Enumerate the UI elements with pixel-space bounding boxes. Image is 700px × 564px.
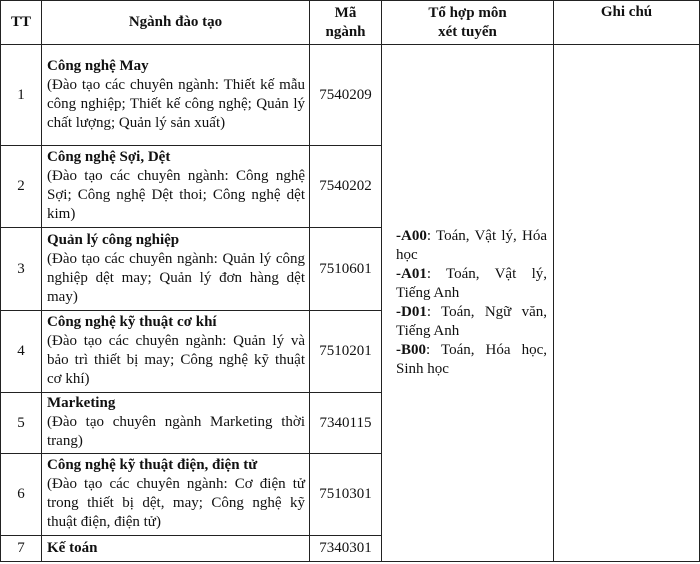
major-cell <box>42 45 310 146</box>
row-number: 4 <box>1 311 42 393</box>
major-name: Marketing <box>47 395 116 411</box>
row-number: 3 <box>1 228 42 311</box>
major-description: (Đào tạo các chuyên ngành: Công nghệ Sợi; Công nghệ Dệt thoi; Công nghệ dệt kim) <box>47 168 305 222</box>
header-tt: TT <box>1 1 42 45</box>
major-name: Công nghệ May <box>47 57 149 74</box>
major-description: (Đào tạo các chuyên ngành: Thiết kế mẫu công nghiệp; Thiết kế công nghệ; Quản lý chất lượng; Quản lý sản xuất) <box>47 76 305 131</box>
major-name: Công nghệ Sợi, Dệt <box>47 149 171 165</box>
major-code: 7510201 <box>310 311 382 393</box>
major-name: Quản lý công nghiệp <box>47 231 180 248</box>
major-name: Kế toán <box>47 539 98 556</box>
major-code: 7340115 <box>310 393 382 454</box>
header-note: Ghi chú <box>554 1 700 45</box>
major-description: (Đào tạo chuyên ngành Marketing thời trang) <box>47 414 305 449</box>
header-combination: Tổ hợp môn xét tuyển <box>382 1 554 45</box>
major-code: 7540209 <box>310 45 382 146</box>
major-description: (Đào tạo các chuyên ngành: Quản lý và bảo trì thiết bị may; Công nghệ kỹ thuật cơ khí) <box>47 333 305 387</box>
row-number: 1 <box>1 45 42 146</box>
combination-item: -B00: Toán, Hóa học, Sinh học <box>396 342 547 377</box>
major-code: 7510601 <box>310 228 382 311</box>
major-code: 7540202 <box>310 146 382 228</box>
major-code: 7340301 <box>310 536 382 562</box>
major-cell <box>42 228 310 311</box>
major-description: (Đào tạo các chuyên ngành: Quản lý công nghiệp dệt may; Quản lý đơn hàng dệt may) <box>47 250 305 305</box>
header-code: Mã ngành <box>310 1 382 45</box>
major-name: Công nghệ kỹ thuật điện, điện tử <box>47 457 258 473</box>
row-number: 2 <box>1 146 42 228</box>
major-cell <box>42 393 310 454</box>
header-major: Ngành đào tạo <box>42 1 310 45</box>
row-number: 6 <box>1 454 42 536</box>
major-name: Công nghệ kỹ thuật cơ khí <box>47 314 217 330</box>
major-description: (Đào tạo các chuyên ngành: Cơ điện tử trong thiết bị dệt, may; Công nghệ kỹ thuật điện, điện tử) <box>47 476 305 530</box>
note-cell <box>554 45 700 562</box>
combination-cell <box>382 45 554 562</box>
row-number: 7 <box>1 536 42 562</box>
header-row <box>1 1 700 45</box>
major-cell <box>42 311 310 393</box>
combination-item: -A00: Toán, Vật lý, Hóa học <box>396 228 547 263</box>
combination-item: -A01: Toán, Vật lý, Tiếng Anh <box>396 266 547 301</box>
major-cell <box>42 536 310 562</box>
combination-item: -D01: Toán, Ngữ văn, Tiếng Anh <box>396 304 547 339</box>
major-cell <box>42 454 310 536</box>
major-cell <box>42 146 310 228</box>
major-code: 7510301 <box>310 454 382 536</box>
row-number: 5 <box>1 393 42 454</box>
table-row <box>1 45 700 146</box>
